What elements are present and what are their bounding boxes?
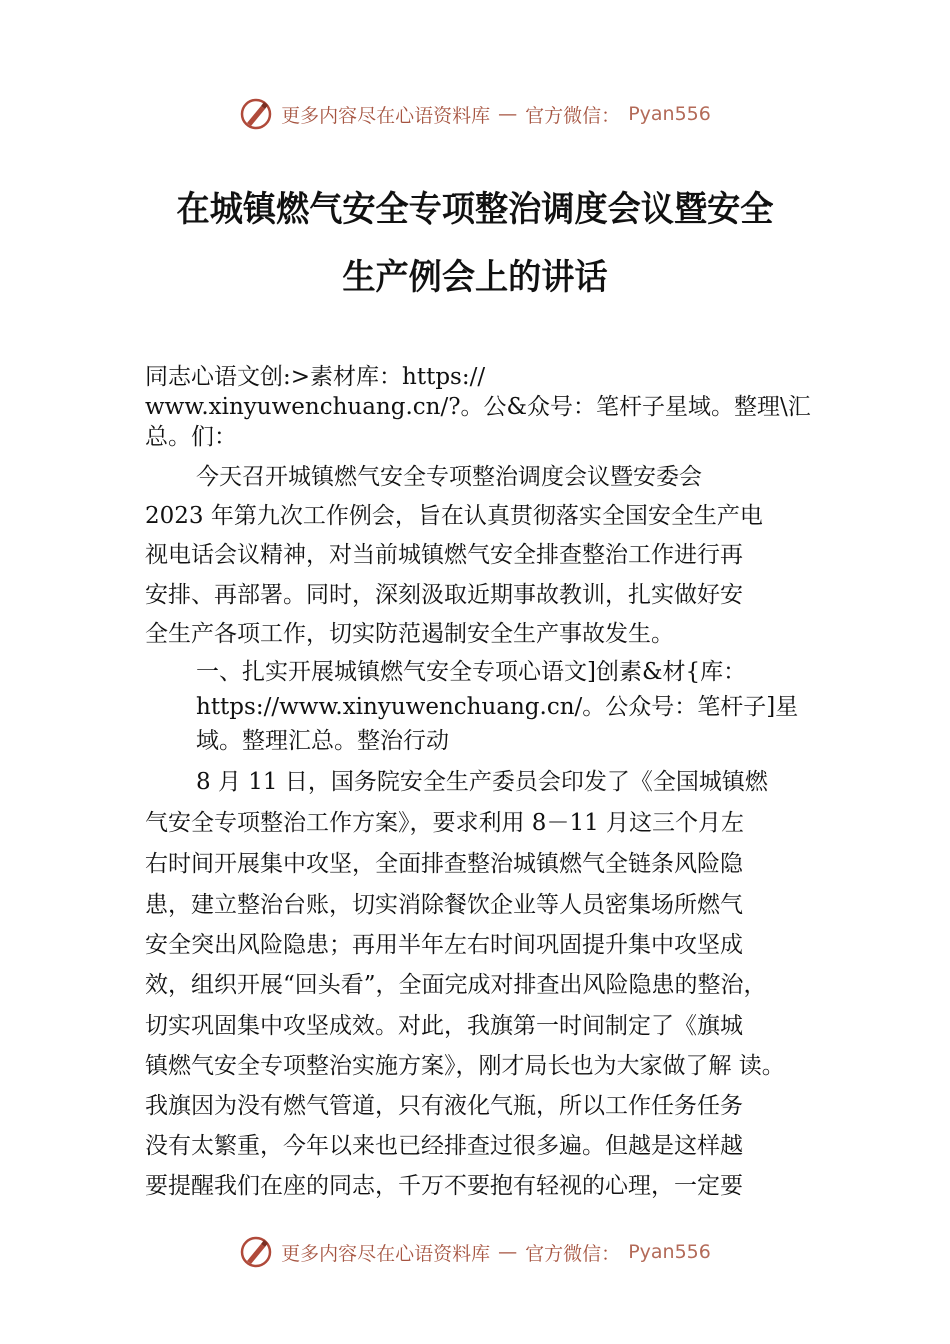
paragraph-1-line: 安排、再部署。同时，深刻汲取近期事故教训，扎实做好安	[145, 582, 743, 608]
banner-contact-label: 官方微信：	[525, 104, 621, 127]
paragraph-2-line: 要提醒我们在座的同志，千万不要抱有轻视的心理，一定要	[145, 1173, 743, 1199]
document-title-line-2: 生产例会上的讲话	[342, 257, 608, 298]
section-heading-line: 域。整理汇总。整治行动	[196, 728, 449, 754]
paragraph-1-line: 今天召开城镇燃气安全专项整治调度会议暨安委会	[196, 464, 702, 490]
paragraph-2-line: 患，建立整治台账，切实消除餐饮企业等人员密集场所燃气	[145, 892, 743, 918]
pen-logo-icon	[239, 1235, 273, 1269]
paragraph-2-line: 效，组织开展“回头看”，全面完成对排查出风险隐患的整治，	[145, 972, 767, 998]
footer-watermark-banner	[0, 1232, 950, 1272]
salutation-line: 同志心语文创:>素材库：https://	[145, 364, 486, 390]
banner-dash: —	[498, 103, 518, 125]
paragraph-2-line: 镇燃气安全专项整治实施方案》，刚才局长也为大家做了解 读。	[145, 1053, 785, 1079]
paragraph-2-line: 右时间开展集中攻坚，全面排查整治城镇燃气全链条风险隐	[145, 851, 743, 877]
paragraph-2-line: 我旗因为没有燃气管道，只有液化气瓶，所以工作任务任务	[145, 1093, 743, 1119]
paragraph-2-line: 8 月 11 日，国务院安全生产委员会印发了《全国城镇燃	[196, 769, 768, 795]
banner-contact-label: 官方微信：	[525, 1242, 621, 1265]
header-watermark-banner	[0, 94, 950, 134]
banner-text: 更多内容尽在心语资料库	[281, 104, 491, 127]
salutation-line: www.xinyuwenchuang.cn/?。公&众号：笔杆子星域。整理\汇	[145, 394, 811, 420]
section-heading-line: https://www.xinyuwenchuang.cn/。公众号：笔杆子]星	[196, 694, 799, 720]
banner-contact-id: Pyan556	[628, 1241, 711, 1263]
paragraph-1-line: 2023 年第九次工作例会，旨在认真贯彻落实全国安全生产电	[145, 503, 763, 529]
paragraph-2-line: 安全突出风险隐患；再用半年左右时间巩固提升集中攻坚成	[145, 932, 743, 958]
document-title-line-1: 在城镇燃气安全专项整治调度会议暨安全	[176, 189, 774, 230]
pen-logo-icon	[239, 97, 273, 131]
banner-text: 更多内容尽在心语资料库	[281, 1242, 491, 1265]
paragraph-1-line: 全生产各项工作，切实防范遏制安全生产事故发生。	[145, 621, 674, 647]
banner-contact-id: Pyan556	[628, 103, 711, 125]
banner-dash: —	[498, 1241, 518, 1263]
paragraph-2-line: 气安全专项整治工作方案》，要求利用 8－11 月这三个月左	[145, 810, 745, 836]
paragraph-1-line: 视电话会议精神，对当前城镇燃气安全排查整治工作进行再	[145, 542, 743, 568]
paragraph-2-line: 没有太繁重，今年以来也已经排查过很多遍。但越是这样越	[145, 1133, 743, 1159]
section-heading-line: 一、扎实开展城镇燃气安全专项心语文]创素&材{库：	[196, 659, 747, 685]
salutation-line: 总。们：	[145, 424, 237, 450]
paragraph-2-line: 切实巩固集中攻坚成效。对此，我旗第一时间制定了《旗城	[145, 1013, 743, 1039]
